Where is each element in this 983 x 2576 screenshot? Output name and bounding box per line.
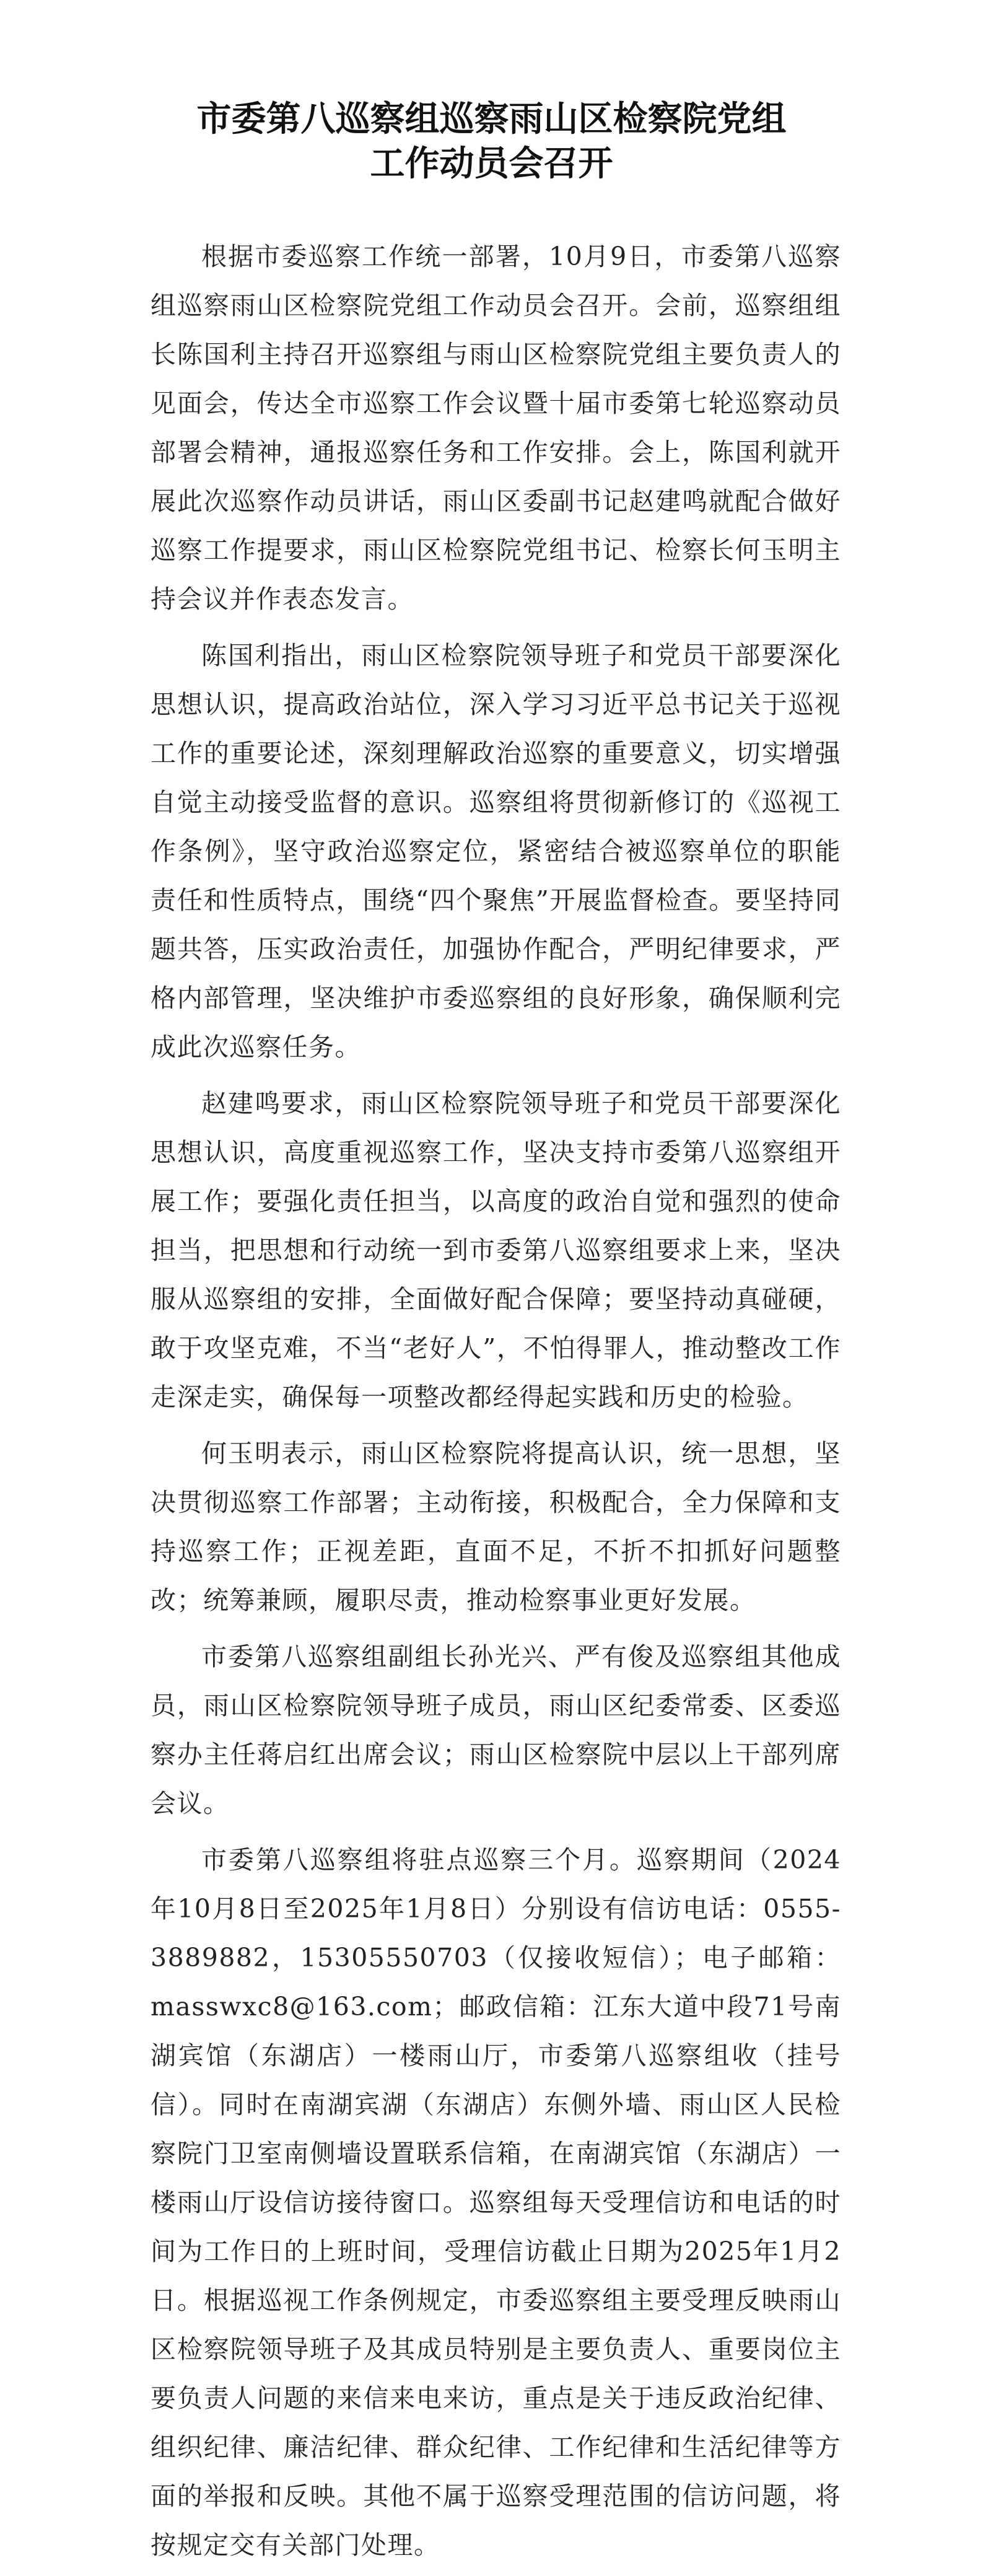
article-paragraph: 陈国利指出，雨山区检察院领导班子和党员干部要深化思想认识，提高政治站位，深入学习习近平总书记关于巡视工作的重要论述，深刻理解政治巡察的重要意义，切实增强自觉主动接受监督的意识。巡察组将贯彻新修订的《巡视工作条例》，坚守政治巡察定位，紧密结合被巡察单位的职能责任和性质特点，围绕“四个聚焦”开展监督检查。要坚持同题共答，压实政治责任，加强协作配合，严明纪律要求，严格内部管理，坚决维护市委巡察组的良好形象，确保顺利完成此次巡察任务。 [151, 641, 841, 1062]
article-paragraph: 赵建鸣要求，雨山区检察院领导班子和党员干部要深化思想认识，高度重视巡察工作，坚决支持市委第八巡察组开展工作；要强化责任担当，以高度的政治自觉和强烈的使命担当，把思想和行动统一到市委第八巡察组要求上来，坚决服从巡察组的安排，全面做好配合保障；要坚持动真碰硬，敢于攻坚克难，不当“老好人”，不怕得罪人，推动整改工作走深走实，确保每一项整改都经得起实践和历史的检验。 [151, 1089, 841, 1412]
article-title-line-1: 市委第八巡察组巡察雨山区检察院党组 [196, 99, 787, 139]
article-paragraph: 市委第八巡察组副组长孙光兴、严有俊及巡察组其他成员，雨山区检察院领导班子成员，雨山区纪委常委、区委巡察办主任蒋启红出席会议；雨山区检察院中层以上干部列席会议。 [151, 1642, 841, 1818]
article-body [151, 232, 841, 2576]
article-paragraph: 何玉明表示，雨山区检察院将提高认识，统一思想，坚决贯彻巡察工作部署；主动衔接，积极配合，全力保障和支持巡察工作；正视差距，直面不足，不折不扣抓好问题整改；统筹兼顾，履职尽责，推动检察事业更好发展。 [151, 1439, 841, 1615]
article-paragraph: 根据市委巡察工作统一部署，10月9日，市委第八巡察组巡察雨山区检察院党组工作动员会召开。会前，巡察组组长陈国利主持召开巡察组与雨山区检察院党组主要负责人的见面会，传达全市巡察工作会议暨十届市委第七轮巡察动员部署会精神，通报巡察任务和工作安排。会上，陈国利就开展此次巡察作动员讲话，雨山区委副书记赵建鸣就配合做好巡察工作提要求，雨山区检察院党组书记、检察长何玉明主持会议并作表态发言。 [151, 242, 841, 614]
article-title-line-2: 工作动员会召开 [370, 143, 613, 184]
article-paragraph: 市委第八巡察组将驻点巡察三个月。巡察期间（2024年10月8日至2025年1月8日）分别设有信访电话：0555-3889882，15305550703（仅接收短信）；电子邮箱：masswxc8@163.com；邮政信箱：江东大道中段71号南湖宾馆（东湖店）一楼雨山厅，市委第八巡察组收（挂号信）。同时在南湖宾湖（东湖店）东侧外墙、雨山区人民检察院门卫室南侧墙设置联系信箱，在南湖宾馆（东湖店）一楼雨山厅设信访接待窗口。巡察组每天受理信访和电话的时间为工作日的上班时间，受理信访截止日期为2025年1月2日。根据巡视工作条例规定，市委巡察组主要受理反映雨山区检察院领导班子及其成员特别是主要负责人、重要岗位主要负责人问题的来信来电来访，重点是关于违反政治纪律、组织纪律、廉洁纪律、群众纪律、工作纪律和生活纪律等方面的举报和反映。其他不属于巡察受理范围的信访问题，将按规定交有关部门处理。 [151, 1845, 841, 2560]
